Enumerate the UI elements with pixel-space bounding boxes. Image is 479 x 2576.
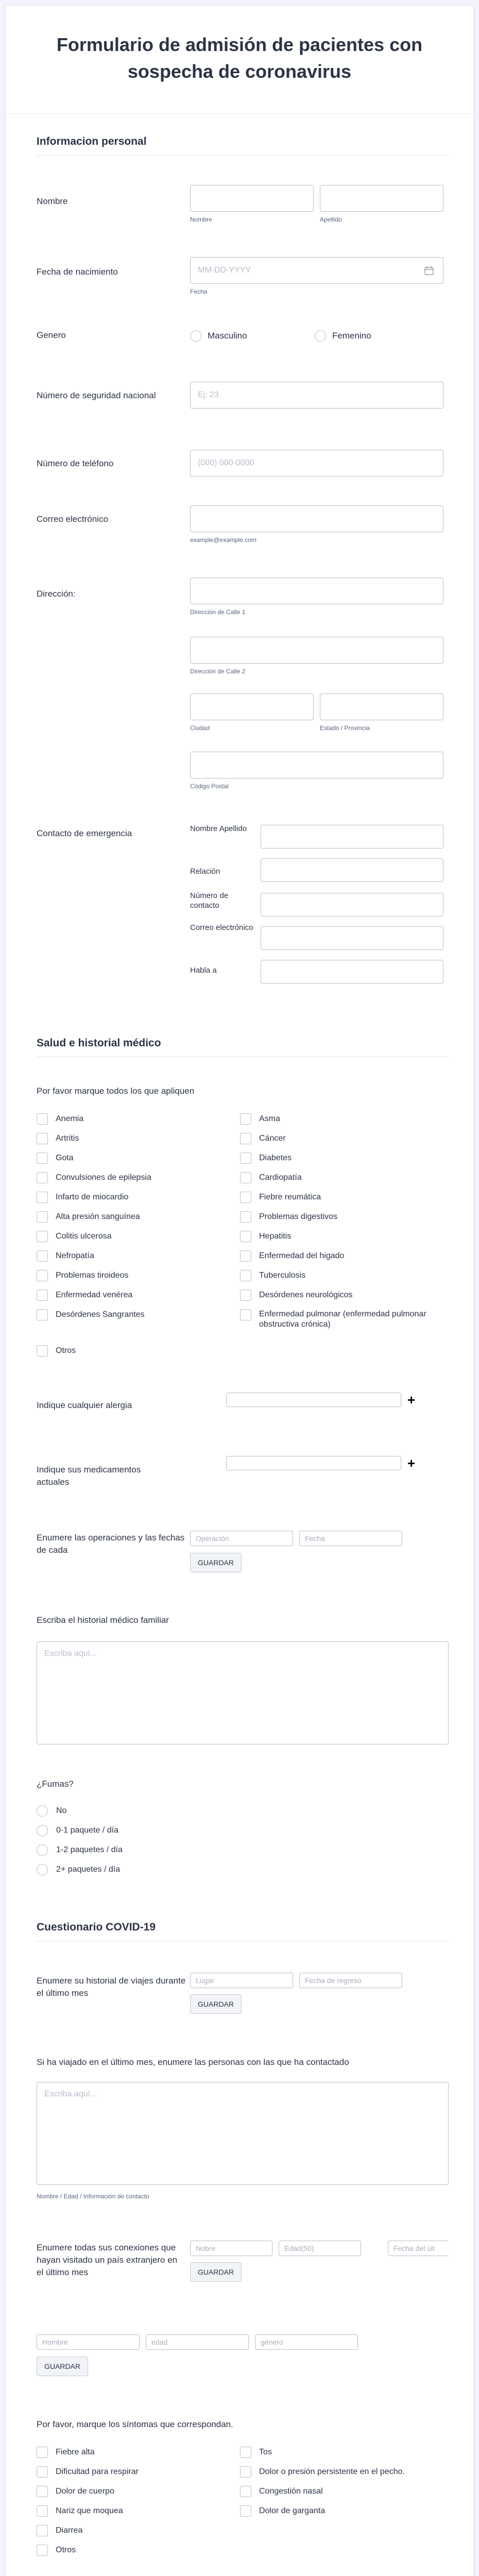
symptom-label: Dolor de cuerpo (56, 2487, 114, 2496)
condition-checkbox[interactable] (37, 1231, 48, 1242)
condition-checkbox[interactable] (240, 1133, 251, 1144)
condition-checkbox[interactable] (37, 1153, 48, 1164)
connections-label: Enumere todas sus conexiones que hayan visitado un país extranjero en el último mes (37, 2243, 178, 2277)
section-covid-title: Cuestionario COVID-19 (37, 1921, 156, 1933)
smoke-option: 0-1 paquete / día (56, 1826, 118, 1835)
travel-return-input[interactable] (299, 1973, 402, 1988)
contacts-textarea[interactable] (37, 2082, 449, 2185)
condition-checkbox[interactable] (240, 1231, 251, 1242)
emergency-address-label: Habla a (190, 966, 217, 975)
smoke-option: No (56, 1806, 67, 1815)
address2-input[interactable] (190, 637, 443, 664)
connection-name-input[interactable] (190, 2241, 272, 2256)
symptom-label: Congestión nasal (259, 2487, 323, 2496)
zip-input[interactable] (190, 752, 443, 778)
state-input[interactable] (320, 693, 443, 720)
contacts-label: Si ha viajado en el último mes, enumere las personas con las que ha contactado (37, 2057, 349, 2067)
dob-label: Fecha de nacimiento (37, 267, 118, 277)
symptom-label: Otros (56, 2546, 76, 2554)
condition-label: Cáncer (259, 1134, 286, 1143)
smoke-radio[interactable] (37, 1844, 48, 1856)
phone-label: Número de teléfono (37, 459, 114, 468)
emergency-phone-label: Número de contacto (190, 891, 229, 910)
save-connections-button[interactable]: GUARDAR (190, 2262, 242, 2282)
family-history-textarea[interactable] (37, 1641, 449, 1744)
condition-checkbox[interactable] (37, 1133, 48, 1144)
email-sub: example@example.com (190, 536, 256, 544)
operation-input[interactable] (190, 1531, 293, 1546)
condition-label: Enfermedad pulmonar (enfermedad pulmonar obstructiva crónica) (259, 1310, 426, 1329)
save-travel-button[interactable]: GUARDAR (190, 1994, 242, 2014)
first-name-input[interactable] (190, 185, 314, 212)
emergency-name-input[interactable] (261, 825, 443, 849)
smoke-option: 2+ paquetes / día (56, 1865, 121, 1874)
save-operations-button[interactable]: GUARDAR (190, 1553, 242, 1572)
condition-label: Problemas digestivos (259, 1212, 338, 1221)
phone-input[interactable] (190, 450, 443, 477)
allergy-label: Indique cualquier alergia (37, 1400, 132, 1410)
symptom-label: Dificultad para respirar (56, 2467, 139, 2476)
section-health-title: Salud e historial médico (37, 1037, 161, 1049)
smoke-radio[interactable] (37, 1825, 48, 1836)
symptom-checkbox[interactable] (37, 2525, 48, 2536)
zip-sub: Código Postal (190, 783, 229, 790)
meds-input[interactable] (226, 1456, 401, 1470)
condition-checkbox[interactable] (37, 1192, 48, 1203)
symptom-checkbox[interactable] (37, 2447, 48, 2458)
condition-checkbox[interactable] (37, 1345, 48, 1357)
connection2-name-input[interactable] (37, 2334, 140, 2350)
contacts-sub: Nombre / Edad / Información de contacto (37, 2193, 149, 2200)
symptom-checkbox[interactable] (240, 2447, 251, 2458)
emergency-email-input[interactable] (261, 926, 443, 950)
gender-male-radio[interactable] (190, 330, 201, 342)
travel-label: Enumere su historial de viajes durante el último mes (37, 1976, 186, 1998)
emergency-email-label: Correo electrónico (190, 923, 253, 932)
condition-label: Asma (259, 1114, 280, 1123)
condition-label: Problemas tiroideos (56, 1271, 129, 1280)
condition-label: Infarto de miocardio (56, 1193, 129, 1201)
emergency-name-label: Nombre Apellido (190, 824, 247, 833)
symptom-label: Dolor de garganta (259, 2506, 326, 2515)
condition-checkbox[interactable] (240, 1250, 251, 1262)
condition-checkbox[interactable] (37, 1113, 48, 1125)
symptom-label: Dolor o presión persistente en el pecho. (259, 2467, 405, 2476)
condition-checkbox[interactable] (240, 1172, 251, 1183)
emergency-label: Contacto de emergencia (37, 828, 132, 838)
email-input[interactable] (190, 505, 443, 532)
add-allergy-plus-icon[interactable]: + (407, 1392, 416, 1408)
connections-row (190, 2241, 449, 2258)
condition-checkbox[interactable] (37, 1290, 48, 1301)
symptoms-label: Por favor, marque los síntomas que correspondan. (37, 2419, 233, 2429)
emergency-address-input[interactable] (261, 960, 443, 984)
symptom-checkbox[interactable] (37, 2505, 48, 2517)
calendar-icon[interactable] (424, 265, 434, 276)
connection-age-input[interactable] (279, 2241, 361, 2256)
address2-sub: Dirección de Calle 2 (190, 668, 246, 675)
symptom-checkbox[interactable] (240, 2505, 251, 2517)
condition-label: Convulsiones de epilepsia (56, 1173, 151, 1182)
section-personal-title: Informacion personal (37, 135, 147, 147)
gender-female-radio[interactable] (315, 330, 326, 342)
condition-checkbox[interactable] (37, 1270, 48, 1281)
last-name-input[interactable] (320, 185, 443, 212)
condition-checkbox[interactable] (240, 1270, 251, 1281)
connection2-age-input[interactable] (146, 2334, 249, 2350)
name-label: Nombre (37, 196, 68, 206)
add-meds-plus-icon[interactable]: + (407, 1455, 416, 1471)
address-label: Dirección: (37, 589, 76, 599)
connection2-gender-input[interactable] (255, 2334, 358, 2350)
condition-checkbox[interactable] (240, 1211, 251, 1223)
condition-label: Fiebre reumática (259, 1193, 321, 1201)
condition-label: Desórdenes Sangrantes (56, 1310, 145, 1319)
save-connections2-button[interactable]: GUARDAR (37, 2357, 88, 2376)
condition-label: Diabetes (259, 1154, 292, 1162)
operations-label: Enumere las operaciones y las fechas de cada (37, 1533, 185, 1555)
email-label: Correo electrónico (37, 514, 108, 524)
symptom-label: Tos (259, 2448, 272, 2456)
condition-label: Tuberculosis (259, 1271, 306, 1280)
condition-label: Cardiopatía (259, 1173, 302, 1182)
condition-label: Otros (56, 1346, 76, 1355)
condition-checkbox[interactable] (240, 1153, 251, 1164)
symptom-label: Diarrea (56, 2526, 83, 2535)
condition-checkbox[interactable] (240, 1290, 251, 1301)
condition-label: Anemia (56, 1114, 84, 1123)
intake-form (5, 5, 474, 2576)
condition-label: Hepatitis (259, 1232, 292, 1241)
city-input[interactable] (190, 693, 314, 720)
last-name-sub: Apellido (320, 216, 342, 223)
connection-date-input[interactable] (388, 2241, 449, 2256)
ssn-label: Número de seguridad nacional (37, 391, 156, 400)
gender-label: Genero (37, 330, 66, 340)
smoke-radio[interactable] (37, 1805, 48, 1817)
condition-label: Desórdenes neurológicos (259, 1291, 353, 1299)
symptom-label: Nariz que moquea (56, 2506, 123, 2515)
section-divider (37, 155, 449, 156)
condition-checkbox[interactable] (240, 1309, 251, 1320)
condition-checkbox[interactable] (37, 1309, 48, 1320)
address1-sub: Dirección de Calle 1 (190, 608, 246, 616)
condition-label: Nefropatía (56, 1251, 94, 1260)
conditions-label: Por favor marque todos los que apliquen (37, 1086, 195, 1096)
symptom-checkbox[interactable] (37, 2466, 48, 2478)
ssn-input[interactable] (190, 382, 443, 409)
condition-checkbox[interactable] (37, 1172, 48, 1183)
allergy-input[interactable] (226, 1393, 401, 1407)
condition-label: Enfermedad venérea (56, 1291, 133, 1299)
emergency-relation-input[interactable] (261, 858, 443, 882)
gender-female-label: Femenino (332, 331, 371, 341)
form-header (6, 6, 473, 114)
family-history-label: Escriba el historial médico familiar (37, 1615, 169, 1625)
address1-input[interactable] (190, 578, 443, 604)
emergency-phone-input[interactable] (261, 893, 443, 917)
symptom-checkbox[interactable] (240, 2486, 251, 2497)
condition-checkbox[interactable] (37, 1211, 48, 1223)
first-name-sub: Nombre (190, 216, 212, 223)
city-sub: Ciudad (190, 724, 210, 732)
dob-input[interactable] (190, 257, 443, 284)
condition-checkbox[interactable] (240, 1113, 251, 1125)
form-title: Formulario de admisión de pacientes con sospecha de coronavirus (56, 34, 423, 82)
condition-label: Alta presión sanguínea (56, 1212, 140, 1221)
symptom-checkbox[interactable] (37, 2486, 48, 2497)
symptom-checkbox[interactable] (240, 2466, 251, 2478)
smoke-option: 1-2 paquetes / día (56, 1845, 123, 1854)
condition-label: Artritis (56, 1134, 79, 1143)
travel-place-input[interactable] (190, 1973, 293, 1988)
state-sub: Estado / Provincia (320, 724, 370, 732)
meds-label: Indique sus medicamentos actuales (37, 1465, 141, 1487)
symptom-checkbox[interactable] (37, 2545, 48, 2556)
dob-sub: Fecha (190, 288, 208, 295)
gender-male-label: Masculino (208, 331, 247, 341)
condition-checkbox[interactable] (37, 1250, 48, 1262)
operation-date-input[interactable] (299, 1531, 402, 1546)
emergency-relation-label: Relación (190, 867, 220, 876)
smoke-radio[interactable] (37, 1864, 48, 1875)
condition-label: Gota (56, 1154, 74, 1162)
condition-label: Enfermedad del higado (259, 1251, 345, 1260)
condition-checkbox[interactable] (240, 1192, 251, 1203)
symptom-label: Fiebre alta (56, 2448, 95, 2456)
condition-label: Colitis ulcerosa (56, 1232, 112, 1241)
smoke-label: ¿Fumas? (37, 1779, 74, 1789)
